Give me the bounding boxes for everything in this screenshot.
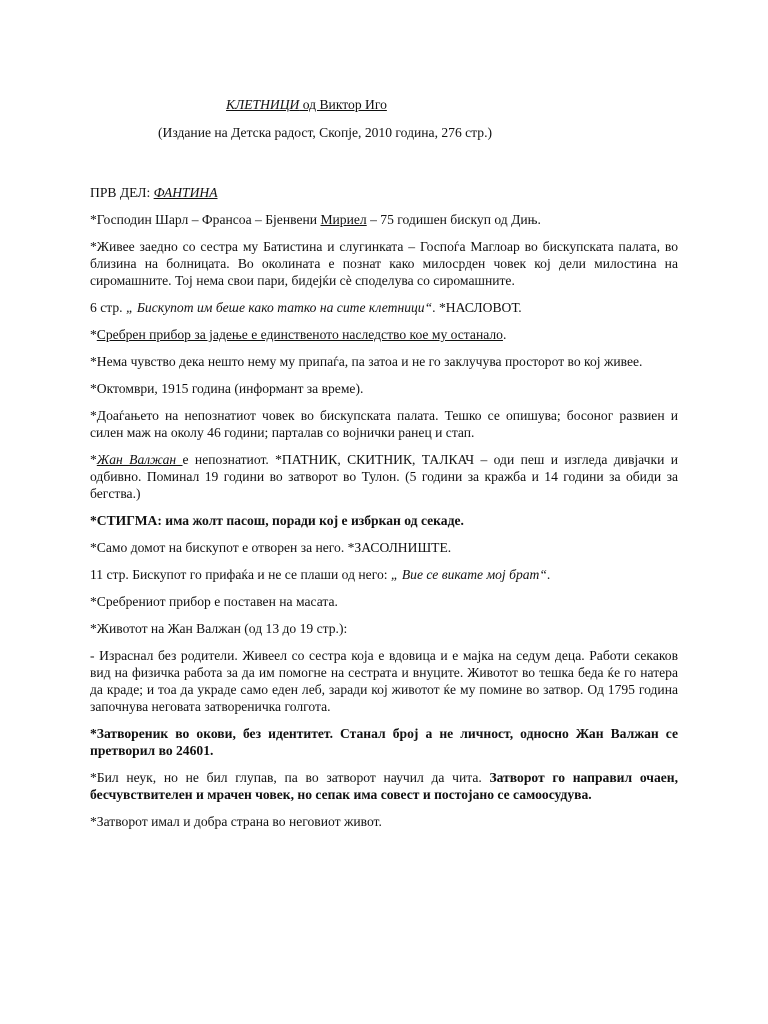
paragraph-13: *Животот на Жан Валжан (од 13 до 19 стр.): (90, 621, 348, 636)
document-body (90, 184, 678, 840)
quote: „ Бискупот им беше како татко на сите клетници“ (125, 300, 433, 315)
paragraph-4: *Сребрен прибор за јадење е единственото наследство кое му останало. (90, 327, 507, 342)
paragraph-3: 6 стр. „ Бискупот им беше како татко на сите клетници“. *НАСЛОВОТ. (90, 300, 522, 315)
paragraph-7: *Доаѓањето на непознатиот човек во бискупската палата. Тешко се опишува; босоног развиен и силен маж на околу 46 години; парталав со војнички ранец и стап. (90, 408, 678, 440)
quote: „ Вие се викате мој брат“ (390, 567, 547, 582)
book-title-author: од Виктор Иго (299, 97, 387, 112)
part-name: ФАНТИНА (153, 185, 218, 200)
book-title-name: КЛЕТНИЦИ (226, 97, 300, 112)
paragraph-17: *Затворот имал и добра страна во неговиот живот. (90, 814, 382, 829)
edition-info: (Издание на Детска радост, Скопје, 2010 година, 276 стр.) (158, 125, 493, 140)
part-heading: ПРВ ДЕЛ: ФАНТИНА (90, 185, 218, 200)
paragraph-10: *Само домот на бискупот е отворен за него. *ЗАСОЛНИШТЕ. (90, 540, 452, 555)
paragraph-15: *Затвореник во окови, без идентитет. Станал број а не личност, односно Жан Валжан се претворил во 24601. (90, 726, 678, 758)
paragraph-5: *Нема чувство дека нешто нему му припаѓа, па затоа и не го заклучува просторот во кој живее. (90, 354, 643, 369)
character-name: Жан Валжан (96, 452, 183, 467)
paragraph-2: *Живее заедно со сестра му Батистина и слугинката – Госпоѓа Маглоар во бискупската палата, во близина на болницата. Во околината е познат како милосрден човек кој дели милостина на сиромашните. Тој нема свои пари, бидејќи сè споделува со сиромашните. (90, 239, 678, 288)
paragraph-16: *Бил неук, но не бил глупав, па во затворот научил да чита. Затворот го направил очаен, бесчувствителен и мрачен човек, но сепак има совест и постојано се самоосудува. (90, 770, 678, 802)
paragraph-12: *Сребрениот прибор е поставен на масата. (90, 594, 338, 609)
book-title (226, 96, 387, 113)
paragraph-14: - Израснал без родители. Живеел со сестра која е вдовица и е мајка на седум деца. Работи секаков вид на физичка работа за да им помогне на сестрата и внуците. Животот во тешка беда ќе го натера да краде; и тоа да украде само еден леб, заради кој животот ќе му помине во затвор. Од 1795 година започнува неговата затвореничка голгота. (90, 648, 678, 714)
paragraph-6: *Октомври, 1915 година (информант за време). (90, 381, 364, 396)
paragraph-11: 11 стр. Бискупот го прифаќа и не се плаши од него: „ Вие се викате мој брат“. (90, 567, 551, 582)
paragraph-8: *Жан Валжан е непознатиот. *ПАТНИК, СКИТНИК, ТАЛКАЧ – оди пеш и изгледа дивјачки и одбивно. Поминал 19 години во затворот во Тулон. (5 години за кражба и 14 години за обиди за бегства.) (90, 452, 678, 501)
paragraph-1: *Господин Шарл – Франсоа – Бјенвени Мириел – 75 годишен бискуп од Дињ. (90, 212, 541, 227)
paragraph-9: *СТИГМА: има жолт пасош, поради кој е избркан од секаде. (90, 513, 464, 528)
